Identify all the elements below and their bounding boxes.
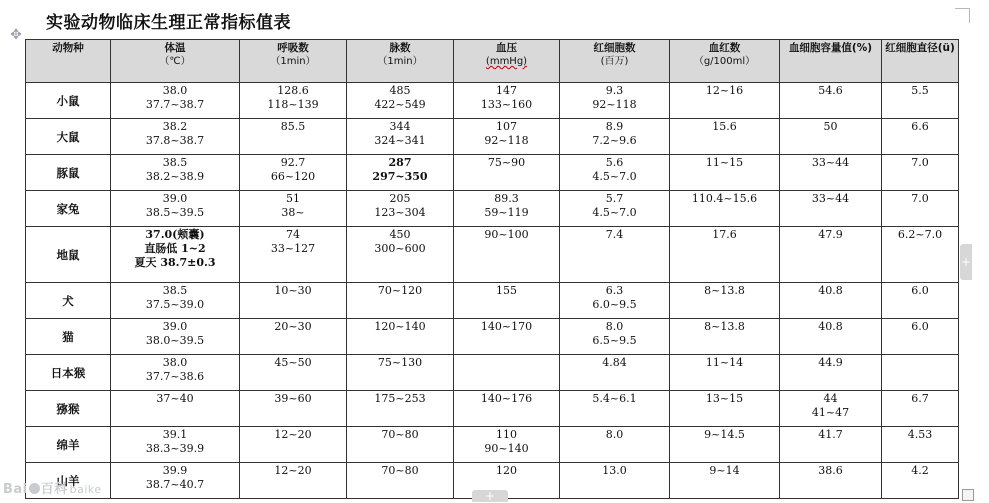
cell-value: 297~350 bbox=[372, 170, 428, 183]
table-cell bbox=[780, 463, 882, 499]
cell-value: 6.0~9.5 bbox=[592, 298, 637, 311]
cell-value: 70~80 bbox=[381, 428, 419, 441]
cell-value: 37.7~38.7 bbox=[145, 98, 205, 111]
table-cell bbox=[240, 227, 347, 283]
table-cell bbox=[780, 227, 882, 283]
table-cell bbox=[780, 155, 882, 191]
table-cell bbox=[111, 355, 240, 391]
cell-value: 300~600 bbox=[374, 242, 426, 255]
table-cell bbox=[780, 319, 882, 355]
table-cell bbox=[454, 319, 560, 355]
table-cell bbox=[111, 463, 240, 499]
table-cell bbox=[560, 427, 670, 463]
cell-value: 直肠低 1~2 bbox=[144, 242, 206, 255]
cell-value: 422~549 bbox=[374, 98, 426, 111]
column-header-unit: （1min） bbox=[377, 56, 423, 67]
table-cell bbox=[882, 227, 959, 283]
cell-value: 120 bbox=[496, 464, 517, 477]
table-cell bbox=[560, 83, 670, 119]
table-cell bbox=[111, 227, 240, 283]
cell-value: 85.5 bbox=[280, 120, 306, 133]
cell-value: 41.7 bbox=[818, 428, 843, 441]
column-header bbox=[26, 40, 111, 83]
column-header-unit: (百万) bbox=[600, 56, 629, 67]
column-header-label: 红细胞数 bbox=[593, 42, 636, 54]
table-cell bbox=[670, 227, 780, 283]
cell-value: 92~118 bbox=[592, 98, 637, 111]
cell-value: 38.5 bbox=[162, 284, 188, 297]
column-header-label: 体温 bbox=[164, 42, 186, 54]
cell-value: 40.8 bbox=[818, 284, 843, 297]
table-cell bbox=[240, 191, 347, 227]
column-header bbox=[560, 40, 670, 83]
table-row bbox=[26, 319, 959, 355]
cell-value: 147 bbox=[496, 84, 517, 97]
cell-value: 夏天 38.7±0.3 bbox=[134, 256, 216, 269]
table-cell bbox=[347, 119, 454, 155]
table-cell bbox=[347, 191, 454, 227]
cell-value: 5.7 bbox=[605, 192, 624, 205]
add-column-tab[interactable] bbox=[960, 244, 972, 280]
column-header bbox=[670, 40, 780, 83]
animal-name-cell: 猫 bbox=[26, 319, 111, 355]
animal-name-cell: 绵羊 bbox=[26, 427, 111, 463]
table-cell bbox=[882, 319, 959, 355]
cell-value: 4.53 bbox=[907, 428, 933, 441]
cell-value: 38.0~39.5 bbox=[145, 334, 205, 347]
cell-value: 140~176 bbox=[480, 392, 533, 405]
cell-value: 70~120 bbox=[377, 284, 423, 297]
table-cell bbox=[882, 391, 959, 427]
table-cell bbox=[454, 355, 560, 391]
cell-value: 75~90 bbox=[487, 156, 526, 169]
table-cell bbox=[347, 319, 454, 355]
cell-value: 33~127 bbox=[270, 242, 316, 255]
cell-value: 7.0 bbox=[911, 192, 929, 205]
cell-value: 33~44 bbox=[811, 156, 850, 169]
table-cell bbox=[670, 319, 780, 355]
cell-value: 6.6 bbox=[911, 120, 929, 133]
table-cell bbox=[240, 119, 347, 155]
cell-value: 37.5~39.0 bbox=[145, 298, 205, 311]
table-cell bbox=[882, 83, 959, 119]
cell-value: 4.84 bbox=[602, 356, 627, 369]
table-row bbox=[26, 83, 959, 119]
table-cell bbox=[882, 427, 959, 463]
cell-value: 39.0 bbox=[162, 192, 188, 205]
cell-value: 38~ bbox=[281, 206, 305, 219]
cell-value: 205 bbox=[389, 192, 411, 205]
table-cell bbox=[240, 83, 347, 119]
table-cell bbox=[670, 283, 780, 319]
table-cell bbox=[347, 463, 454, 499]
column-header bbox=[240, 40, 347, 83]
table-cell bbox=[560, 319, 670, 355]
table-cell bbox=[240, 391, 347, 427]
column-header-label: 血红数 bbox=[708, 42, 741, 54]
table-cell bbox=[347, 83, 454, 119]
cell-value: 4.2 bbox=[911, 464, 929, 477]
table-cell bbox=[560, 155, 670, 191]
move-cross-icon[interactable]: ✥ bbox=[10, 27, 22, 43]
cell-value: 6.5~9.5 bbox=[592, 334, 637, 347]
table-cell bbox=[882, 355, 959, 391]
column-header-unit: （g/100ml） bbox=[693, 56, 756, 67]
cell-value: 8.0 bbox=[605, 320, 624, 333]
cell-value: 50 bbox=[823, 120, 838, 133]
table-cell bbox=[670, 463, 780, 499]
table-cell bbox=[347, 283, 454, 319]
animal-name-cell: 山羊 bbox=[26, 463, 111, 499]
table-cell bbox=[240, 463, 347, 499]
baidu-paw-logo-icon bbox=[29, 483, 40, 494]
table-cell bbox=[780, 355, 882, 391]
cell-value: 175~253 bbox=[374, 392, 426, 405]
add-row-tab[interactable] bbox=[472, 490, 508, 502]
animal-name-cell: 地鼠 bbox=[26, 227, 111, 283]
cell-value: 11~14 bbox=[705, 356, 744, 369]
cell-value: 92.7 bbox=[280, 156, 306, 169]
cell-value: 20~30 bbox=[274, 320, 312, 333]
cell-value: 6.0 bbox=[911, 320, 929, 333]
cell-value: 75~130 bbox=[377, 356, 423, 369]
add-plus-icon: + bbox=[960, 255, 972, 269]
add-plus-icon: + bbox=[484, 489, 496, 503]
cell-value: 110.4~15.6 bbox=[691, 192, 758, 205]
column-header bbox=[780, 40, 882, 83]
cell-value: 8~13.8 bbox=[704, 320, 745, 333]
cell-value: 13~15 bbox=[705, 392, 744, 405]
table-row bbox=[26, 283, 959, 319]
cell-value: 40.8 bbox=[818, 320, 843, 333]
animal-name-cell: 猕猴 bbox=[26, 391, 111, 427]
column-header-unit: （℃） bbox=[159, 56, 191, 67]
cell-value: 344 bbox=[389, 120, 411, 133]
table-cell bbox=[882, 119, 959, 155]
table-cell bbox=[111, 427, 240, 463]
table-cell bbox=[454, 83, 560, 119]
cell-value: 8~13.8 bbox=[704, 284, 745, 297]
cell-value: 12~16 bbox=[705, 84, 744, 97]
table-cell bbox=[347, 155, 454, 191]
cell-value: 5.6 bbox=[605, 156, 624, 169]
cell-value: 128.6 bbox=[277, 84, 309, 97]
cell-value: 39.0 bbox=[162, 320, 188, 333]
table-cell bbox=[560, 119, 670, 155]
cell-value: 59~119 bbox=[484, 206, 529, 219]
column-header-label: 血细胞容量值(%) bbox=[788, 42, 873, 54]
table-row bbox=[26, 355, 959, 391]
cell-value: 8.0 bbox=[605, 428, 624, 441]
table-cell bbox=[882, 283, 959, 319]
cell-value: 5.5 bbox=[911, 84, 929, 97]
cell-value: 11~15 bbox=[705, 156, 744, 169]
table-cell bbox=[670, 355, 780, 391]
cell-value: 120~140 bbox=[374, 320, 426, 333]
column-header-label: 红细胞直径(ü) bbox=[885, 42, 955, 54]
watermark-text: Bai bbox=[3, 482, 28, 497]
column-header-unit: （1min） bbox=[270, 56, 316, 67]
cell-value: 38.5 bbox=[162, 156, 188, 169]
cell-value: 485 bbox=[389, 84, 411, 97]
table-cell bbox=[882, 191, 959, 227]
watermark-sub: baike bbox=[69, 483, 102, 496]
column-header-label: 脉数 bbox=[389, 42, 411, 54]
table-cell bbox=[454, 191, 560, 227]
table-cell bbox=[111, 83, 240, 119]
cell-value: 15.6 bbox=[712, 120, 737, 133]
cell-value: 38.3~39.9 bbox=[145, 442, 205, 455]
cell-value: 12~20 bbox=[274, 464, 312, 477]
cell-value: 6.2~7.0 bbox=[897, 228, 943, 241]
column-header bbox=[882, 40, 959, 83]
table-cell bbox=[560, 191, 670, 227]
column-header bbox=[347, 40, 454, 83]
cell-value: 89.3 bbox=[494, 192, 519, 205]
cell-value: 140~170 bbox=[480, 320, 533, 333]
cell-value: 10~30 bbox=[274, 284, 312, 297]
cell-value: 6.3 bbox=[605, 284, 624, 297]
table-cell bbox=[454, 391, 560, 427]
table-cell bbox=[670, 83, 780, 119]
table-row bbox=[26, 155, 959, 191]
table-cell bbox=[347, 427, 454, 463]
cell-value: 38.7~40.7 bbox=[145, 478, 205, 491]
table-cell bbox=[111, 155, 240, 191]
cell-value: 33~44 bbox=[811, 192, 850, 205]
table-cell bbox=[240, 355, 347, 391]
table-cell bbox=[882, 463, 959, 499]
watermark-suffix: 百科 bbox=[40, 482, 68, 497]
table-cell bbox=[670, 191, 780, 227]
table-cell bbox=[454, 155, 560, 191]
cell-value: 92~118 bbox=[484, 134, 529, 147]
cell-value: 45~50 bbox=[274, 356, 312, 369]
cell-value: 41~47 bbox=[811, 406, 850, 419]
page-corner-mark bbox=[955, 8, 970, 23]
table-cell bbox=[454, 227, 560, 283]
table-cell bbox=[347, 227, 454, 283]
cell-value: 37.8~38.7 bbox=[145, 134, 205, 147]
cell-value: 51 bbox=[286, 192, 300, 205]
table-cell bbox=[111, 191, 240, 227]
table-cell bbox=[560, 355, 670, 391]
physiology-table bbox=[25, 39, 959, 499]
table-cell bbox=[240, 155, 347, 191]
table-cell bbox=[240, 319, 347, 355]
cell-value: 38.6 bbox=[818, 464, 843, 477]
header-row bbox=[26, 40, 959, 83]
cell-value: 155 bbox=[496, 284, 517, 297]
cell-value: 7.0 bbox=[911, 156, 929, 169]
cell-value: 12~20 bbox=[274, 428, 312, 441]
table-cell bbox=[670, 155, 780, 191]
cell-value: 17.6 bbox=[712, 228, 737, 241]
cell-value: 47.9 bbox=[818, 228, 843, 241]
cell-value: 8.9 bbox=[605, 120, 624, 133]
table-cell bbox=[560, 463, 670, 499]
cell-value: 90~100 bbox=[484, 228, 529, 241]
cell-value: 9.3 bbox=[605, 84, 624, 97]
cell-value: 118~139 bbox=[267, 98, 319, 111]
cell-value: 90~140 bbox=[484, 442, 529, 455]
cell-value: 54.6 bbox=[818, 84, 843, 97]
table-cell bbox=[780, 119, 882, 155]
column-header bbox=[454, 40, 560, 83]
table-cell bbox=[111, 283, 240, 319]
table-row bbox=[26, 427, 959, 463]
cell-value: 9~14.5 bbox=[704, 428, 745, 441]
animal-name-cell: 大鼠 bbox=[26, 119, 111, 155]
column-header-label: 血压 bbox=[496, 42, 517, 54]
animal-name-cell: 小鼠 bbox=[26, 83, 111, 119]
cell-value: 123~304 bbox=[374, 206, 426, 219]
table-cell bbox=[780, 191, 882, 227]
cell-value: 450 bbox=[389, 228, 411, 241]
animal-name-cell: 家兔 bbox=[26, 191, 111, 227]
cell-value: 7.4 bbox=[605, 228, 624, 241]
cell-value: 4.5~7.0 bbox=[592, 170, 637, 183]
table-resize-handle[interactable] bbox=[962, 489, 974, 501]
table-cell bbox=[454, 119, 560, 155]
cell-value: 38.2~38.9 bbox=[145, 170, 205, 183]
table-row bbox=[26, 191, 959, 227]
page-title: 实验动物临床生理正常指标值表 bbox=[46, 13, 291, 33]
baidu-watermark bbox=[3, 478, 102, 498]
cell-value: 39.9 bbox=[162, 464, 188, 477]
cell-value: 39.1 bbox=[162, 428, 188, 441]
column-header-unit: (mmHg) bbox=[485, 56, 528, 67]
cell-value: 38.2 bbox=[162, 120, 188, 133]
table-cell bbox=[111, 391, 240, 427]
table-cell bbox=[780, 83, 882, 119]
table-cell bbox=[454, 283, 560, 319]
cell-value: 66~120 bbox=[270, 170, 316, 183]
animal-name-cell: 犬 bbox=[26, 283, 111, 319]
table-cell bbox=[347, 391, 454, 427]
animal-name-cell: 日本猴 bbox=[26, 355, 111, 391]
table-cell bbox=[560, 283, 670, 319]
table-cell bbox=[111, 319, 240, 355]
cell-value: 9~14 bbox=[709, 464, 740, 477]
cell-value: 7.2~9.6 bbox=[592, 134, 637, 147]
table-cell bbox=[670, 427, 780, 463]
table-cell bbox=[670, 119, 780, 155]
cell-value: 70~80 bbox=[381, 464, 419, 477]
table-row bbox=[26, 227, 959, 283]
cell-value: 324~341 bbox=[374, 134, 426, 147]
table-row bbox=[26, 391, 959, 427]
cell-value: 38.0 bbox=[162, 84, 188, 97]
cell-value: 5.4~6.1 bbox=[592, 392, 637, 405]
cell-value: 4.5~7.0 bbox=[592, 206, 637, 219]
cell-value: 110 bbox=[496, 428, 517, 441]
cell-value: 38.5~39.5 bbox=[145, 206, 205, 219]
table-cell bbox=[670, 391, 780, 427]
table-cell bbox=[240, 427, 347, 463]
cell-value: 133~160 bbox=[480, 98, 533, 111]
table-cell bbox=[780, 283, 882, 319]
cell-value: 37.0(颊囊) bbox=[145, 228, 205, 241]
table-row bbox=[26, 119, 959, 155]
cell-value: 6.7 bbox=[911, 392, 929, 405]
table-cell bbox=[111, 119, 240, 155]
table-cell bbox=[240, 283, 347, 319]
cell-value: 6.0 bbox=[911, 284, 929, 297]
column-header-label: 动物种 bbox=[52, 42, 84, 54]
column-header bbox=[111, 40, 240, 83]
cell-value: 44 bbox=[823, 392, 838, 405]
cell-value: 37~40 bbox=[156, 392, 194, 405]
table-cell bbox=[454, 427, 560, 463]
cell-value: 107 bbox=[496, 120, 517, 133]
cell-value: 287 bbox=[388, 156, 412, 169]
cell-value: 74 bbox=[286, 228, 300, 241]
table-cell bbox=[560, 227, 670, 283]
cell-value: 39~60 bbox=[274, 392, 312, 405]
cell-value: 37.7~38.6 bbox=[145, 370, 205, 383]
table-cell bbox=[882, 155, 959, 191]
cell-value: 44.9 bbox=[818, 356, 843, 369]
table-cell bbox=[560, 391, 670, 427]
cell-value: 38.0 bbox=[162, 356, 188, 369]
table-cell bbox=[780, 427, 882, 463]
animal-name-cell: 豚鼠 bbox=[26, 155, 111, 191]
column-header-label: 呼吸数 bbox=[277, 42, 309, 54]
table-cell bbox=[780, 391, 882, 427]
table-cell bbox=[347, 355, 454, 391]
cell-value: 13.0 bbox=[602, 464, 627, 477]
